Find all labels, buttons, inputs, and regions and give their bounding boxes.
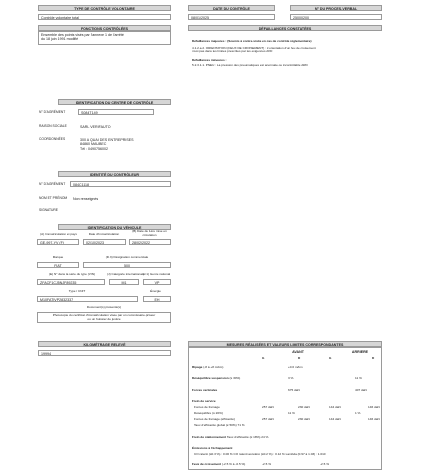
effective-force-label: Forces de freinage (efficacité) <box>194 417 235 421</box>
imbalance-label: Déséquilibre <box>194 411 212 415</box>
vehicle-vin-value: ZFACF1CJ5NJF89235 <box>37 279 105 285</box>
vehicle-first-circ-label: (B) Date de 1ère mise en circulation <box>132 229 167 237</box>
report-number-value: 25000200 <box>290 14 382 20</box>
headlight-front: -2.5 % <box>262 462 271 466</box>
vehicle-header: IDENTIFICATION DU VÉHICULE <box>58 224 171 230</box>
vehicle-type-value: M10FATIVP2832337 <box>37 296 138 302</box>
vehicle-brand-label: Marque <box>52 255 64 259</box>
measures-rear-label: ARRIERE <box>351 350 369 354</box>
imbalance-limit: (≤ 20%) <box>212 411 223 415</box>
efficiency-label: Taux d'efficacité global <box>194 423 225 427</box>
center-agreement-label: N° D'AGRÉMENT <box>39 110 66 114</box>
emissions-label: Émissions à l'échappement <box>192 446 233 450</box>
headlight-rear: -2.5 % <box>320 462 329 466</box>
minor-defects-title: Défaillances mineures : <box>192 58 227 63</box>
suspension-limit: (≤ 30%) <box>229 376 241 380</box>
functions-box <box>38 31 171 45</box>
parking-value: 24 % <box>261 435 269 439</box>
emissions-values: CO ralenti (≤0.3 %) : 0.00 % CO ralenti accéléré (≤0.2 %) : 0.12 % Lambda (0.97 à 1.03) : 1.010 <box>194 452 326 456</box>
suspension-row-label <box>192 377 240 381</box>
controller-agreement-value: 084C1118 <box>70 181 171 187</box>
center-phone: Tél : 0490756002 <box>80 146 108 151</box>
imbalance-rear: 1 % <box>355 411 361 415</box>
vehicle-nat-cat-label: (J.1) Genre national <box>142 272 171 276</box>
vehicle-first-circ-value: 28/02/2022 <box>129 239 171 245</box>
effective-rear-g: 144 daN <box>329 417 341 421</box>
center-agreement-value: S084T149 <box>78 109 154 115</box>
vehicle-docs-line2: ou un huissier de justice <box>87 316 121 321</box>
major-defect-line1: 4.1.2.a.2. ORIENTATION (FEUX DE CROISEMENT) : L'orientation d'un feu de croisement <box>192 45 316 50</box>
control-type-header: TYPE DE CONTRÔLE VOLONTAIRE <box>38 5 171 11</box>
vertical-forces-rear: 407 daN <box>355 388 367 392</box>
parking-row <box>192 436 268 440</box>
service-rear-g: 144 daN <box>329 405 341 409</box>
headlight-row-label <box>192 463 245 467</box>
service-brake-label: Frein de service <box>192 399 216 403</box>
vehicle-intl-cat-value: M1 <box>109 279 139 285</box>
headlight-limit: (-2.5 % à -0.5 %) <box>221 462 246 466</box>
parking-label: Frein de stationnement <box>192 435 227 439</box>
center-contact-label: COORDONNÉES <box>39 137 66 141</box>
control-type-value: Contrôle volontaire total <box>38 14 171 20</box>
center-company-label: RAISON SOCIALE <box>39 124 67 128</box>
control-date-value: 08/01/2025 <box>188 14 275 20</box>
center-header: IDENTIFICATION DU CENTRE DE CONTRÔLE <box>58 99 171 105</box>
efficiency-value: 71 % <box>237 423 245 427</box>
vertical-forces-label: Forces verticales <box>192 388 218 392</box>
vehicle-commercial-label: (D.3) Désignation commerciale <box>105 255 149 259</box>
vehicle-docs-label: Document(s) présenté(s) <box>86 305 122 309</box>
efficiency-row <box>194 424 245 428</box>
vehicle-intl-cat-label: (J) Catégorie internationale <box>107 272 145 276</box>
service-rear-d: 146 daN <box>368 405 380 409</box>
effective-front-g: 257 daN <box>262 417 274 421</box>
parallelism-label: Ripage <box>192 365 203 369</box>
center-contact-block <box>80 138 134 151</box>
vehicle-brand-value: FIAT <box>37 262 79 268</box>
vehicle-energy-value: EH <box>143 296 171 302</box>
imbalance-front: 11 % <box>288 411 295 415</box>
measures-header: MESURES RÉALISÉES ET VALEURS LIMITES CORRESPONDANTES <box>188 341 382 347</box>
vehicle-docs-line1: Photocopie du certificat d'immatriculation visée par un commissaire-priseur <box>52 313 156 317</box>
controller-name-value: Non renseignés <box>73 197 99 201</box>
parallelism-value: +0.0 m/km <box>288 365 303 369</box>
functions-text-line2: du 18 juin 1991 modifié <box>41 37 79 42</box>
suspension-label: Déséquilibre suspension <box>192 376 229 380</box>
vehicle-energy-label: Énergie <box>150 289 161 293</box>
measures-front-label: AVANT <box>292 350 304 354</box>
parallelism-row-label <box>192 366 223 370</box>
vehicle-docs-box <box>37 312 171 323</box>
imbalance-row-label <box>194 412 223 416</box>
center-address-line1: 300 A QUAI DES ENTREPRISES <box>80 138 134 142</box>
controller-name-label: NOM ET PRÉNOM <box>39 196 68 200</box>
front-g-col: G <box>262 356 265 360</box>
rear-g-col: G <box>329 356 332 360</box>
vehicle-date-reg-value: 02/10/2023 <box>83 239 126 245</box>
service-front-g: 257 daN <box>262 405 274 409</box>
effective-rear-d: 146 daN <box>368 417 380 421</box>
effective-front-d: 230 daN <box>298 417 310 421</box>
rear-d-col: D <box>372 356 375 360</box>
controller-signature-label: SIGNATURE <box>39 208 58 212</box>
vehicle-nat-cat-value: VP <box>143 279 171 285</box>
vehicle-reg-label: (A) Immatriculation et pays <box>40 232 77 236</box>
center-company-value: SARL VERIFAUTO <box>80 125 111 129</box>
parallelism-limit: (-8 à +8 m/km) <box>203 365 224 369</box>
minor-defect-line: 5.2.3.1.1. PNEU : La pression des pneumatiques est anormale ou incontrôlable ARD <box>192 62 308 67</box>
efficiency-limit: (≥ 50%) <box>225 423 237 427</box>
suspension-rear-value: 11 % <box>355 376 362 380</box>
front-d-col: D <box>298 356 301 360</box>
vehicle-commercial-value: 500 <box>83 262 171 268</box>
center-address-line2: 84860 MAUBEC <box>80 142 107 147</box>
major-defects-title: Défaillances majeures : (Soumis à contre-visite en cas de contrôle réglementaire) <box>192 39 312 43</box>
vehicle-vin-label: (E) N° dans la série du type (VIN) <box>49 272 95 276</box>
control-date-header: DATE DU CONTRÔLE <box>188 5 275 11</box>
mileage-value: 19994 <box>38 350 171 356</box>
mileage-header: KILOMÉTRAGE RELEVÉ <box>38 341 171 347</box>
functions-header: FONCTIONS CONTRÔLÉES <box>38 25 171 31</box>
major-defect-line2: n'est pas dans les limites prescrites par les exigences AVD <box>192 49 273 54</box>
headlight-label: Feux de croisement <box>192 462 222 466</box>
vehicle-reg-value: GE-997-YV (F) <box>37 239 79 245</box>
controller-agreement-label: N° D'AGRÉMENT <box>39 182 66 186</box>
parking-text: Taux d'efficacité (≥ 18%) <box>226 435 261 439</box>
service-force-label: Forces de freinage <box>194 405 220 409</box>
functions-text-line1: Ensemble des points visés par l'annexe 1 de l'arrêté <box>41 33 124 37</box>
defects-header: DÉFAILLANCES CONSTATÉES <box>188 25 382 31</box>
vehicle-date-reg-label: Date d'immatriculation <box>88 232 120 236</box>
suspension-front-value: 3 % <box>288 376 294 380</box>
report-number-header: N° DU PROCES-VERBAL <box>290 5 382 11</box>
service-front-d: 230 daN <box>298 405 310 409</box>
controller-header: IDENTITÉ DU CONTRÔLEUR <box>58 171 171 177</box>
defects-body <box>192 40 382 68</box>
vehicle-type-label: Type / CNIT <box>68 289 86 293</box>
vertical-forces-front: 675 daN <box>288 388 300 392</box>
